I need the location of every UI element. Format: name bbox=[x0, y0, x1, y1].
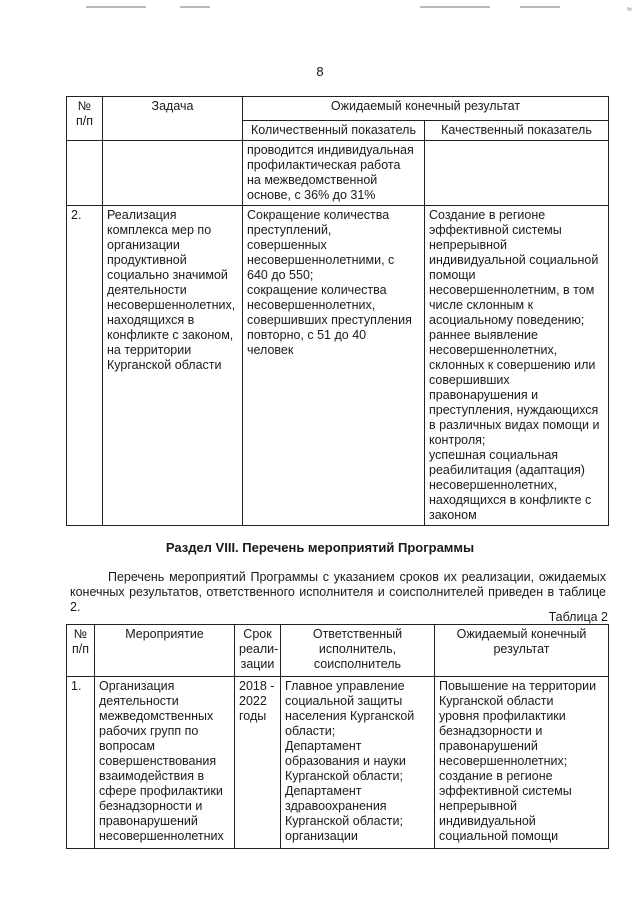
header-responsible: Ответственный исполнитель, соисполнитель bbox=[281, 625, 435, 677]
header-expected-result: Ожидаемый конечный результат bbox=[243, 97, 609, 121]
scan-artifact bbox=[180, 6, 210, 8]
intro-paragraph: Перечень мероприятий Программы с указанием сроков их реализации, ожидаемых конечных результатов, ответственного исполнителя и соисполнителей приведен в таблице 2. bbox=[70, 570, 606, 614]
header-expected-result: Ожидаемый конечный результат bbox=[435, 625, 609, 677]
table-caption: Таблица 2 bbox=[548, 610, 608, 624]
cell-expected-result: Повышение на территории Курганской области уровня профилактики безнадзорности и правонарушений несовершеннолетних; создание в регионе эффективной системы непрерывной индивидуальной социальной помощи bbox=[435, 677, 609, 849]
header-num: № п/п bbox=[67, 625, 95, 677]
corner-mark: ≈ bbox=[627, 4, 632, 14]
measures-table bbox=[66, 624, 609, 849]
header-term: Срок реали- зации bbox=[235, 625, 281, 677]
cell-num: 2. bbox=[67, 206, 103, 526]
page-number: 8 bbox=[316, 64, 324, 79]
header-qualitative: Качественный показатель bbox=[425, 121, 609, 141]
cell-task: Реализация комплекса мер по организации продуктивной социально значимой деятельности несовершеннолетних, находящихся в конфликте с законом, на территории Курганской области bbox=[103, 206, 243, 526]
cell-responsible: Главное управление социальной защиты населения Курганской области; Департамент образования и науки Курганской области; Департамент здравоохранения Курганской области; организации bbox=[281, 677, 435, 849]
cell-task bbox=[103, 141, 243, 206]
cell-quantitative: Сокращение количества преступлений, совершенных несовершеннолетними, с 640 до 550; сокращение количества несовершеннолетних, совершивших преступления повторно, с 51 до 40 человек bbox=[243, 206, 425, 526]
section-title: Раздел VIII. Перечень мероприятий Программы bbox=[165, 540, 475, 555]
header-quantitative: Количественный показатель bbox=[243, 121, 425, 141]
results-table bbox=[66, 96, 609, 526]
table-row bbox=[67, 677, 609, 849]
table-row bbox=[67, 141, 609, 206]
cell-measure: Организация деятельности межведомственных рабочих групп по вопросам совершенствования взаимодействия в сфере профилактики безнадзорности и правонарушений несовершеннолетних bbox=[95, 677, 235, 849]
cell-num: 1. bbox=[67, 677, 95, 849]
header-measure: Мероприятие bbox=[95, 625, 235, 677]
scan-artifact bbox=[86, 6, 146, 8]
cell-quantitative: проводится индивидуальная профилактическая работа на межведомственной основе, с 36% до 31% bbox=[243, 141, 425, 206]
cell-qualitative bbox=[425, 141, 609, 206]
scan-artifact bbox=[420, 6, 490, 8]
table-row bbox=[67, 206, 609, 526]
cell-term: 2018 - 2022 годы bbox=[235, 677, 281, 849]
header-task: Задача bbox=[103, 97, 243, 141]
scan-artifact bbox=[520, 6, 560, 8]
cell-qualitative: Создание в регионе эффективной системы непрерывной индивидуальной социальной помощи несовершеннолетним, в том числе склонным к асоциальному поведению; раннее выявление несовершеннолетних, склонных к совершению или совершивших правонарушения и преступления, нуждающихся в различных видах помощи и контроля; успешная социальная реабилитация (адаптация) несовершеннолетних, находящихся в конфликте с законом bbox=[425, 206, 609, 526]
header-num: № п/п bbox=[67, 97, 103, 141]
cell-num bbox=[67, 141, 103, 206]
